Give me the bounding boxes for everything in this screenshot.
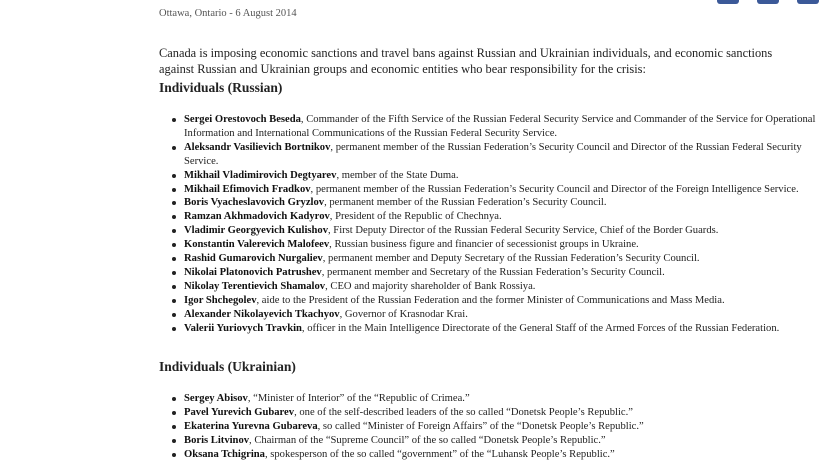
person-description: , so called “Minister of Foreign Affairs” of the “Donetsk People’s Republic.”: [317, 420, 644, 432]
person-description: , First Deputy Director of the Russian Federal Security Service, Chief of the Border Guards.: [328, 225, 719, 237]
list-item: [184, 266, 827, 280]
list-item: [184, 448, 827, 462]
person-name: Mikhail Vladimirovich Degtyarev: [184, 169, 337, 181]
person-description: , permanent member of the Russian Federation’s Security Council and Director of the Foreign Intelligence Service.: [310, 183, 799, 195]
list-item: [184, 434, 827, 448]
list-item: [184, 196, 827, 210]
dateline-date: 6 August 2014: [235, 8, 297, 19]
person-description: , member of the State Duma.: [336, 169, 459, 181]
dateline: [159, 8, 297, 19]
share-icons: [709, 0, 819, 4]
list-item: [184, 141, 827, 169]
person-description: , CEO and majority shareholder of Bank Rossiya.: [325, 280, 536, 292]
person-name: Mikhail Efimovich Fradkov: [184, 183, 311, 195]
person-description: , Russian business figure and financier of secessionist groups in Ukraine.: [329, 239, 639, 251]
section-heading-ukrainian: Individuals (Ukrainian): [159, 359, 296, 374]
person-description: , one of the self-described leaders of the so called “Donetsk People’s Republic.”: [294, 406, 633, 418]
person-description: , “Minister of Interior” of the “Republic of Crimea.”: [247, 393, 470, 404]
person-name: Vladimir Georgyevich Kulishov: [184, 225, 328, 237]
list-item: [184, 280, 827, 294]
person-description: , Chairman of the “Supreme Council” of the so called “Donetsk People’s Republic.”: [249, 434, 606, 446]
list-item: [184, 294, 827, 308]
person-name: Nikolai Platonovich Patrushev: [184, 266, 322, 278]
person-description: , permanent member of the Russian Federation’s Security Council.: [324, 197, 607, 209]
share-icon[interactable]: [757, 0, 779, 4]
list-item: [184, 392, 827, 406]
person-description: , permanent member and Deputy Secretary of the Russian Federation’s Security Council.: [322, 253, 700, 265]
list-item: [184, 420, 827, 434]
person-name: Aleksandr Vasilievich Bortnikov: [184, 141, 331, 153]
ukrainian-individuals-list: [166, 392, 827, 462]
person-description: , President of the Republic of Chechnya.: [329, 211, 502, 223]
person-description: , aide to the President of the Russian Federation and the former Minister of Communications and Mass Media.: [256, 294, 725, 306]
person-name: Oksana Tchigrina: [184, 448, 265, 460]
list-item: [184, 224, 827, 238]
person-name: Nikolay Terentievich Shamalov: [184, 280, 326, 292]
person-description: , Governor of Krasnodar Krai.: [339, 308, 468, 320]
list-item: [184, 308, 827, 322]
person-name: Pavel Yurevich Gubarev: [184, 406, 295, 418]
person-description: , Commander of the Fifth Service of the Russian Federal Security Service and Commander of the Service for Operational Information and International Communications of the Russian Federal Security Service.: [184, 114, 816, 139]
person-name: Sergey Abisov: [184, 393, 248, 404]
list-item: [184, 406, 827, 420]
intro-paragraph: Canada is imposing economic sanctions and travel bans against Russian and Ukrainian individuals, and economic sanctions against Russian and Ukrainian groups and economic entities who bear responsibility for the crisis:: [159, 46, 773, 77]
list-item: [184, 322, 827, 336]
list-item: [184, 183, 827, 197]
person-name: Sergei Orestovoch Beseda: [184, 114, 301, 125]
person-name: Igor Shchegolev: [184, 294, 257, 306]
person-name: Ramzan Akhmadovich Kadyrov: [184, 211, 330, 223]
share-icon[interactable]: [797, 0, 819, 4]
dateline-separator: -: [226, 8, 236, 19]
person-description: , officer in the Main Intelligence Directorate of the General Staff of the Armed Forces of the Russian Federation.: [301, 322, 780, 334]
person-name: Konstantin Valerevich Malofeev: [184, 239, 330, 251]
russian-individuals-list: [166, 113, 827, 336]
person-description: , permanent member and Secretary of the Russian Federation’s Security Council.: [321, 266, 665, 278]
list-item: [184, 238, 827, 252]
list-item: [184, 252, 827, 266]
person-name: Boris Vyacheslavovich Gryzlov: [184, 197, 325, 209]
section-heading-russian: Individuals (Russian): [159, 80, 283, 95]
list-item: [184, 169, 827, 183]
person-description: , spokesperson of the so called “government” of the “Luhansk People’s Republic.”: [264, 448, 615, 460]
facebook-share-icon[interactable]: [717, 0, 739, 4]
person-name: Valerii Yuriovych Travkin: [184, 322, 302, 334]
list-item: [184, 210, 827, 224]
list-item: [184, 113, 827, 141]
person-name: Boris Litvinov: [184, 434, 250, 446]
person-description: , permanent member of the Russian Federation’s Security Council and Director of the Russian Federal Security Service.: [184, 141, 802, 167]
person-name: Rashid Gumarovich Nurgaliev: [184, 253, 323, 265]
dateline-location: Ottawa, Ontario: [159, 8, 227, 19]
person-name: Alexander Nikolayevich Tkachyov: [184, 308, 340, 320]
person-name: Ekaterina Yurevna Gubareva: [184, 420, 318, 432]
